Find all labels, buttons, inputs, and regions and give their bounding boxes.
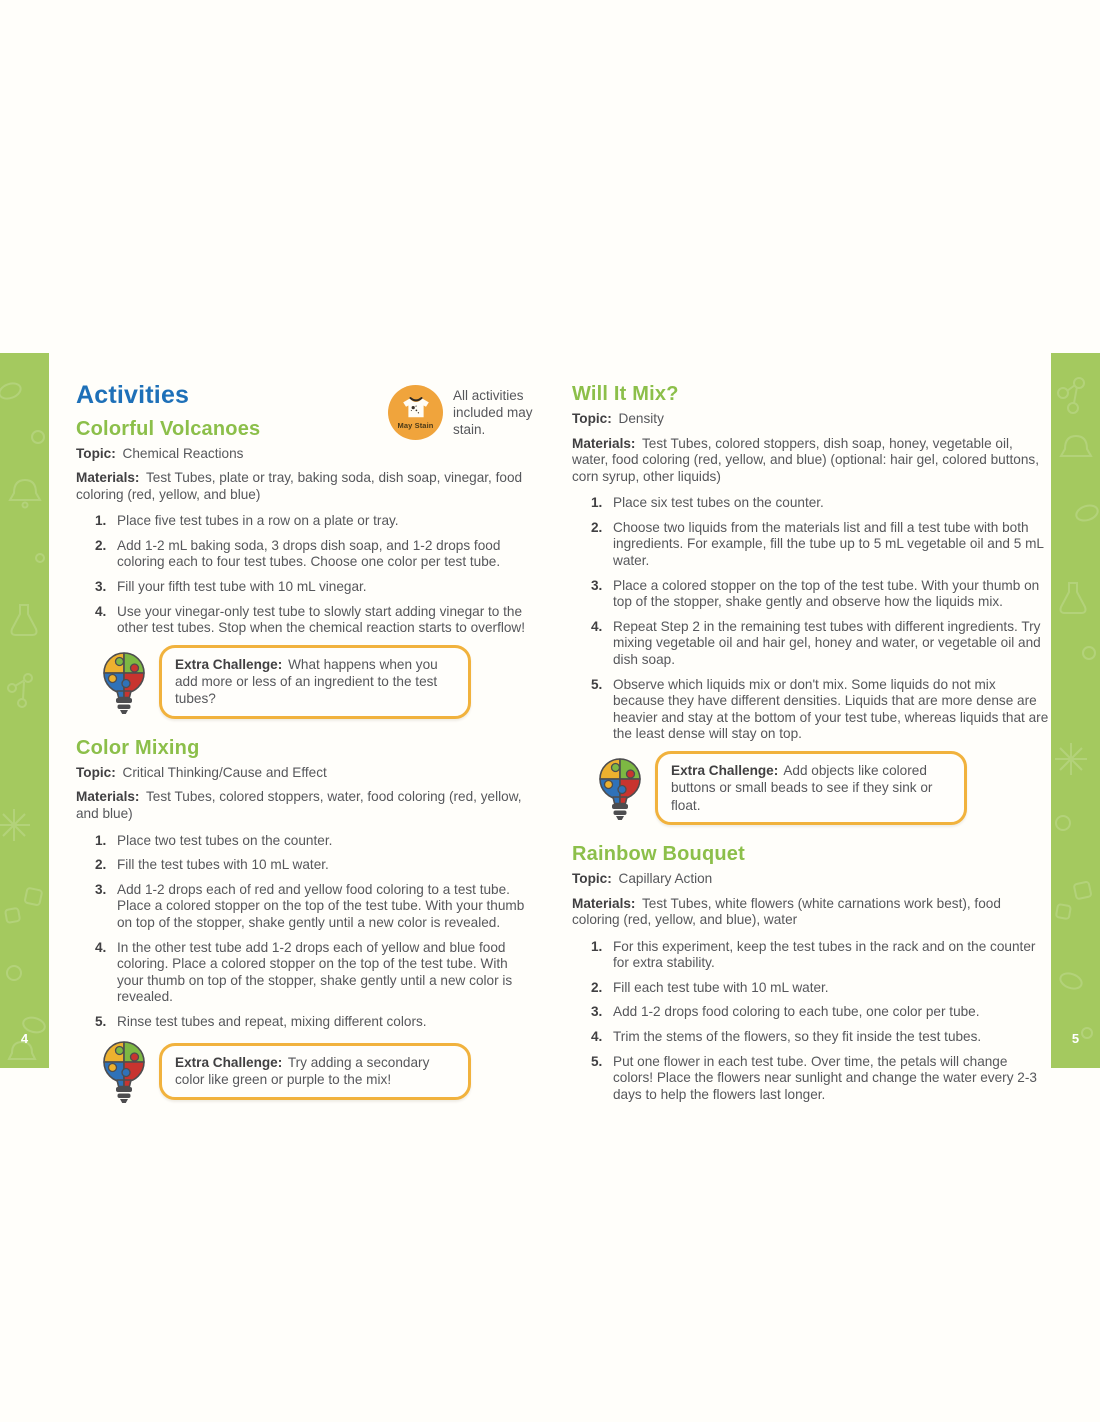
materials-line: [572, 436, 1050, 486]
section-title: Rainbow Bouquet: [572, 843, 745, 865]
materials-label: Materials:: [572, 435, 636, 451]
section-title: Color Mixing: [76, 736, 200, 759]
challenge-box: [159, 645, 471, 719]
step-item: 4. Trim the stems of the flowers, so they fit inside the test tubes.: [591, 1029, 982, 1045]
topic-label: Topic:: [76, 445, 116, 461]
challenge-label: Extra Challenge:: [175, 656, 283, 672]
step-item: 1. Place two test tubes on the counter.: [95, 832, 333, 848]
section-colorful-volcanoes: [76, 418, 534, 719]
may-stain-circle: [388, 385, 443, 440]
challenge-box: [159, 1043, 471, 1100]
topic-line: [572, 411, 1050, 428]
challenge-text: What happens when you add more or less of an ingredient to the test tubes?: [175, 656, 438, 707]
topic-value: Chemical Reactions: [122, 445, 244, 461]
extra-challenge: [592, 751, 1050, 825]
step-item: 3. Add 1-2 drops each of red and yellow food coloring to a test tube. Place a colored stopper on the top of the test tube. With your thumb on top of the stopper, shake gently until a new color is revealed.: [95, 881, 525, 930]
extra-challenge: [96, 645, 534, 719]
section-title: Will It Mix?: [572, 383, 679, 405]
page-number: 4: [20, 1031, 29, 1046]
materials-value: Test Tubes, plate or tray, baking soda, dish soap, vinegar, food coloring (red, yellow, and blue): [76, 470, 523, 502]
topic-label: Topic:: [76, 764, 116, 780]
left-column: [76, 382, 534, 1114]
step-item: 1. Place six test tubes on the counter.: [591, 495, 824, 511]
badge-note: All activities included may stain.: [453, 388, 533, 437]
challenge-text: Add objects like colored buttons or small beads to see if they sink or float.: [671, 762, 933, 813]
steps-list: [572, 495, 1050, 743]
left-sidebar-strip: [0, 353, 49, 1068]
materials-label: Materials:: [76, 789, 140, 805]
lightbulb-puzzle-icon: [592, 755, 648, 821]
topic-line: [76, 765, 534, 782]
lightbulb-puzzle-icon: [96, 649, 152, 715]
topic-label: Topic:: [572, 871, 612, 886]
materials-line: [76, 470, 534, 503]
lightbulb-puzzle-icon: [96, 1038, 152, 1104]
step-item: 2. Fill the test tubes with 10 mL water.: [95, 857, 329, 873]
step-item: 4. Repeat Step 2 in the remaining test tubes with different ingredients. Try mixing vegetable oil and hair gel, honey and water, or vegetable oil and dish soap.: [591, 618, 1041, 667]
topic-label: Topic:: [572, 411, 612, 426]
materials-value: Test Tubes, white flowers (white carnations work best), food coloring (red, yellow, and blue), water: [572, 895, 1001, 928]
right-sidebar-strip: [1051, 353, 1100, 1068]
challenge-label: Extra Challenge:: [671, 762, 779, 778]
topic-value: Density: [618, 411, 664, 426]
tshirt-icon: [400, 396, 432, 420]
may-stain-badge: [388, 385, 537, 440]
steps-list: [76, 833, 534, 1031]
materials-value: Test Tubes, colored stoppers, water, food coloring (red, yellow, and blue): [76, 789, 522, 822]
page-number: 5: [1071, 1031, 1080, 1046]
right-column: [572, 382, 1050, 1111]
section-rainbow-bouquet: [572, 843, 1050, 1103]
step-item: 4. In the other test tube add 1-2 drops each of yellow and blue food coloring. Place a colored stopper on the top of the test tube. With your thumb on top of the stopper, shake gently until a new color is revealed.: [95, 939, 513, 1005]
challenge-box: [655, 751, 967, 825]
science-doodles-icon: [1051, 353, 1100, 1068]
step-item: 5. Put one flower in each test tube. Over time, the petals will change colors! Place the flowers near sunlight and change the water every 2-3 days to help the flowers last longer.: [591, 1053, 1037, 1102]
extra-challenge: [96, 1038, 534, 1104]
section-will-it-mix: [572, 383, 1050, 825]
challenge-text: Try adding a secondary color like green or purple to the mix!: [175, 1055, 430, 1088]
step-item: 1. Place five test tubes in a row on a plate or tray.: [95, 513, 399, 529]
section-color-mixing: [76, 737, 534, 1105]
step-item: 2. Add 1-2 mL baking soda, 3 drops dish soap, and 1-2 drops food coloring each to four test tubes. Choose one color per test tube.: [95, 537, 501, 570]
step-item: 1. For this experiment, keep the test tubes in the rack and on the counter for extra stability.: [591, 938, 1036, 971]
badge-label: May Stain: [397, 420, 434, 430]
step-item: 4. Use your vinegar-only test tube to slowly start adding vinegar to the other test tubes. Stop when the chemical reaction starts to overflow!: [95, 603, 526, 636]
materials-label: Materials:: [76, 470, 140, 486]
step-item: 2. Choose two liquids from the materials list and fill a test tube with both ingredients. For example, fill the tube up to 5 mL vegetable oil and 5 mL water.: [591, 519, 1044, 569]
topic-value: Critical Thinking/Cause and Effect: [122, 764, 327, 780]
topic-line: [76, 446, 534, 463]
topic-line: [572, 871, 1050, 888]
steps-list: [76, 513, 534, 636]
materials-line: [572, 896, 1050, 929]
challenge-label: Extra Challenge:: [175, 1055, 283, 1070]
section-title: Colorful Volcanoes: [76, 417, 261, 440]
step-item: 2. Fill each test tube with 10 mL water.: [591, 979, 829, 995]
step-item: 3. Fill your fifth test tube with 10 mL vinegar.: [95, 578, 367, 594]
steps-list: [572, 939, 1050, 1104]
materials-value: Test Tubes, colored stoppers, dish soap, honey, vegetable oil, water, food coloring (red, yellow, and blue) (optional: hair gel, colored buttons, corn syrup, other liquids): [572, 435, 1039, 484]
materials-label: Materials:: [572, 895, 636, 911]
materials-line: [76, 789, 534, 822]
step-item: 3. Place a colored stopper on the top of the test tube. With your thumb on top of the stopper, shake gently and observe how the liquids mix.: [591, 577, 1040, 610]
topic-value: Capillary Action: [618, 871, 713, 886]
step-item: 5. Rinse test tubes and repeat, mixing different colors.: [95, 1013, 427, 1029]
science-doodles-icon: [0, 353, 49, 1068]
page-title: Activities: [76, 381, 190, 409]
step-item: 5. Observe which liquids mix or don't mix. Some liquids do not mix because they have different densities. Liquids that are more dense are heavier and stay at the bottom of your test tube, whereas liquids that are the least dense will stay on top.: [591, 676, 1049, 742]
step-item: 3. Add 1-2 drops food coloring to each tube, one color per tube.: [591, 1004, 980, 1020]
